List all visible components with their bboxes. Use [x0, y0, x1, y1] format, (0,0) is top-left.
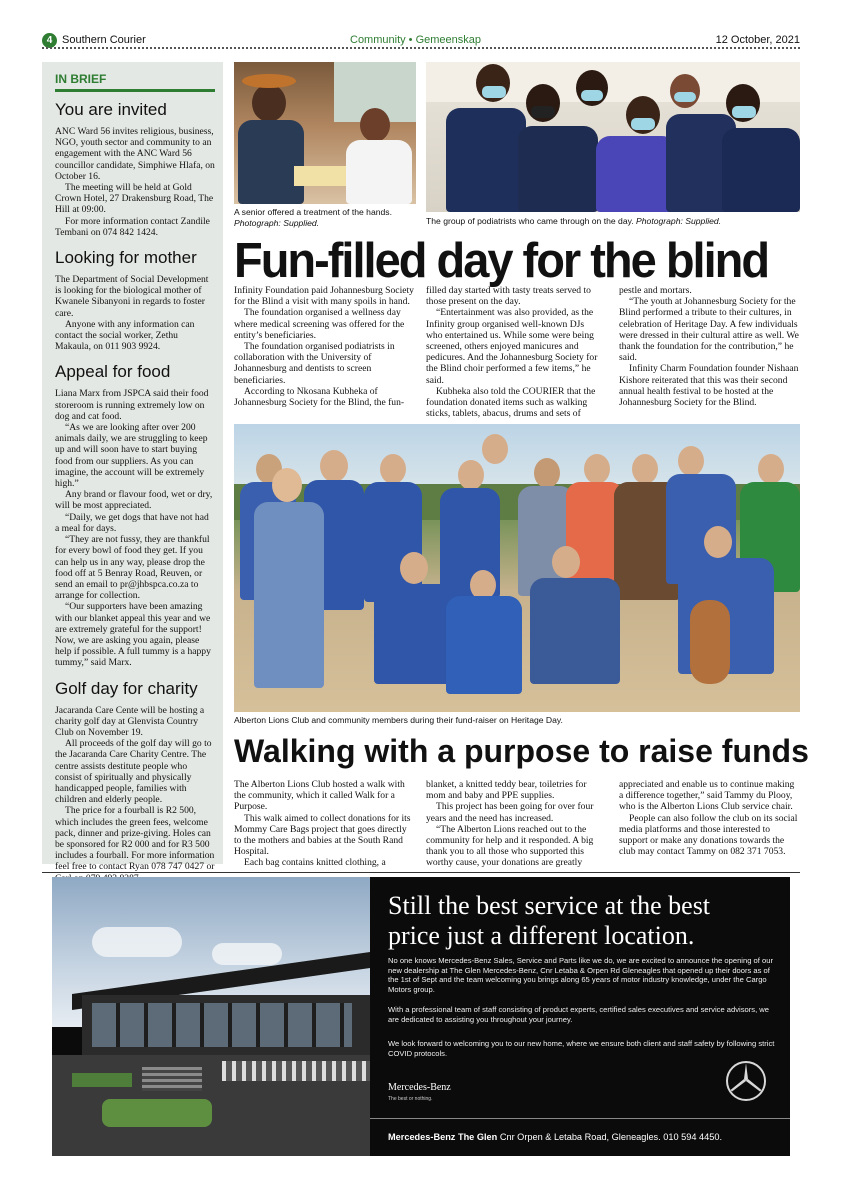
story-paragraph: Infinity Charm Foundation founder Nishaan Kishore reiterated that this was their second annual health festival to be hosted at the Johannesburg Society for the Blind.: [619, 363, 799, 409]
brief-paragraph: “Daily, we get dogs that have not had a meal for days.: [55, 511, 209, 534]
story-headline: Fun-filled day for the blind: [234, 231, 769, 288]
brief-body: [55, 126, 215, 238]
story-paragraph: Each bag contains knitted clothing, a: [244, 857, 386, 869]
brief-paragraph: For more information contact Zandile Tembani on 074 842 1424.: [55, 215, 210, 238]
story-column: [234, 779, 415, 869]
page-number: 4: [42, 33, 57, 48]
brief-paragraph: “As we are looking after over 200 animals daily, we are struggling to keep up and will soon have to start buying food from our suppliers. As you can imagine, the account will be extremely high.”: [55, 422, 208, 490]
mercedes-advertisement: [52, 877, 790, 1156]
story-paragraph: blanket, a knitted teddy bear, toiletries for mom and baby and PPE supplies.: [426, 779, 587, 802]
photo-caption: Alberton Lions Club and community members during their fund-raiser on Heritage Day.: [234, 715, 563, 725]
story-column: [234, 285, 415, 408]
story-paragraph: The foundation organised podiatrists in collaboration with the University of Johannesburg and dentists to screen beneficiaries.: [234, 341, 395, 386]
story-headline: Walking with a purpose to raise funds: [234, 733, 809, 769]
story-column: [619, 285, 800, 408]
brief-body: [55, 705, 215, 884]
photo-hand-treatment: [234, 62, 416, 204]
publication-name: Southern Courier: [62, 34, 146, 46]
section-name: Community • Gemeenskap: [350, 34, 482, 46]
story-paragraph: Infinity Foundation paid Johannesburg Society for the Blind a visit with many spoils in hand.: [234, 285, 414, 308]
brand-wordmark: Mercedes-Benz: [388, 1082, 451, 1093]
mercedes-star-icon: [725, 1060, 767, 1102]
brief-paragraph: Liana Marx from JSPCA said their food storeroom is running extremely low on dog and cat food.: [55, 388, 209, 422]
story-column: [426, 285, 602, 419]
brief-paragraph: The meeting will be held at Gold Crown Hotel, 27 Drakensburg Road, The Hill at 09:00.: [55, 182, 214, 216]
brief-paragraph: The Department of Social Development is looking for the biological mother of Kwanele Sibanyoni in regards to foster care.: [55, 274, 209, 319]
story-paragraph: “Entertainment was also provided, as the Infinity group organised well-known DJs who entertained us. While some were being screened, others enjoyed manicures and pedicures. And the Johannesburg Society for the Blind choir performed a few items,” he said.: [426, 307, 598, 386]
brief-heading: Appeal for food: [55, 362, 171, 382]
story-paragraph: Kubheka also told the COURIER that the foundation donated items such as walking sticks, tablets, abacus, drums and sets of: [426, 385, 596, 420]
brief-heading: Looking for mother: [55, 248, 197, 268]
issue-date: 12 October, 2021: [715, 34, 800, 46]
brief-paragraph: “Our supporters have been amazing with our blanket appeal this year and we are extremely grateful for the support! Now, we are asking you again, please help if possible. A full tummy is a happy tummy,” said Marx.: [55, 601, 211, 669]
brief-paragraph: The price for a fourball is R2 500, which includes the green fees, welcome pack, dinner and prize-giving. Holes can be sponsored for R2 000 and for R3 500 includes a fourball. For more information feel free to contact Ryan 078 747 0427 or: [55, 805, 215, 873]
story-paragraph: pestle and mortars.: [619, 285, 692, 296]
in-brief-sidebar: [42, 62, 223, 873]
photo-caption: A senior offered a treatment of the hands. Photograph: Supplied.: [234, 207, 392, 228]
story-paragraph: People can also follow the club on its social media platforms and those interested to support or make any donations towards the club may contact Tammy on 082 371 7053.: [619, 812, 798, 858]
ad-paragraph: We look forward to welcoming you to our new home, where we ensure both client and staff safety by following strict COVID protocols.: [388, 1039, 775, 1058]
brief-paragraph: Jacaranda Care Cente will be hosting a charity golf day at Glenvista Country Club on November 19.: [55, 704, 205, 738]
ad-paragraph: With a professional team of staff consisting of product experts, certified sales executives and service advisors, we are dedicated to assisting you throughout your journey.: [388, 1005, 769, 1024]
ad-footer-rule: [370, 1118, 790, 1119]
brand-tagline: The best or nothing.: [388, 1096, 433, 1102]
brief-paragraph: Anyone with any information can contact the social worker, Zethu Makaula, on 011 903 9924.: [55, 318, 195, 353]
header-rule: [42, 47, 800, 50]
story-paragraph: The foundation organised a wellness day where medical screening was offered for the entity’s beneficiaries.: [234, 307, 405, 341]
story-paragraph: This walk aimed to collect donations for its Mommy Care Bags project that goes directly to the mothers and babies at the South Rand Hospital.: [234, 812, 411, 858]
brief-paragraph: Any brand or flavour food, wet or dry, will be most appreciated.: [55, 489, 213, 512]
brief-paragraph: “They are not fussy, they are thankful for every bowl of food they get. If you can help us in any way, please drop the food off at 5 Benray Road, Reuven, or send an email to pr@jhbspca.co.za to arrange for collection.: [55, 534, 210, 602]
story-paragraph: The Alberton Lions Club hosted a walk with the community, which it called Walk for a Purpose.: [234, 779, 405, 813]
brief-heading: You are invited: [55, 100, 167, 119]
story-paragraph: “The Alberton Lions reached out to the community for help and it responded. A big thank you to all those who supported this worthy cause, your donations are greatly: [426, 823, 594, 869]
brief-body: [55, 388, 215, 668]
brief-body: [55, 274, 215, 352]
story-paragraph: appreciated and enable us to continue making a difference together,” said Tammy du Plooy, who is the Alberton Lions Club service chair.: [619, 779, 795, 813]
photo-caption: The group of podiatrists who came through on the day. Photograph: Supplied.: [426, 216, 722, 226]
photo-lions-club-group: [234, 424, 800, 712]
ad-headline: Still the best service at the best price just a different location.: [388, 891, 711, 950]
story-column: [426, 779, 607, 869]
dealership-illustration: [52, 877, 370, 1156]
story-paragraph: This project has been going for over four years and the need has increased.: [426, 801, 594, 824]
ad-divider: [42, 872, 800, 873]
story-paragraph: According to Nkosana Kubheka of Johannesburg Society for the Blind, the fun-: [234, 385, 405, 409]
story-column: [619, 779, 800, 857]
story-paragraph: “The youth at Johannesburg Society for the Blind performed a tribute to their cultures, in celebration of Heritage Day. A few individuals were dressed in their cultural attire as well. We thank the foundation for the contribution,” he said.: [619, 296, 799, 364]
in-brief-tag: IN BRIEF: [55, 72, 215, 92]
ad-paragraph: No one knows Mercedes-Benz Sales, Service and Parts like we do, we are excited to announce the opening of our new dealership at The Glen Mercedes-Benz, Cnr Letaba & Orpen Rd Gleneagles that opened up their doors as of the 1st of Sept and the team welcoming you brings along 65 years of motor industry knowledge, under the Cargo Motors group.: [388, 956, 773, 994]
ad-footer: Mercedes-Benz The Glen Cnr Orpen & Letaba Road, Gleneagles. 010 594 4450.: [388, 1132, 723, 1142]
brief-heading: Golf day for charity: [55, 678, 198, 698]
photo-podiatrists: [426, 62, 800, 212]
brief-paragraph: All proceeds of the golf day will go to the Jacaranda Care Charity Centre. The centre assists destitute people who consist of spiritually and physically handicapped people, families with children and elderly people.: [55, 738, 212, 806]
brief-paragraph: ANC Ward 56 invites religious, business, NGO, youth sector and community to an engagement with the ANC Ward 56 councillor candidate, Simphiwe Hlafa, on October 16.: [55, 126, 215, 182]
story-paragraph: filled day started with tasty treats served to those present on the day.: [426, 285, 591, 308]
